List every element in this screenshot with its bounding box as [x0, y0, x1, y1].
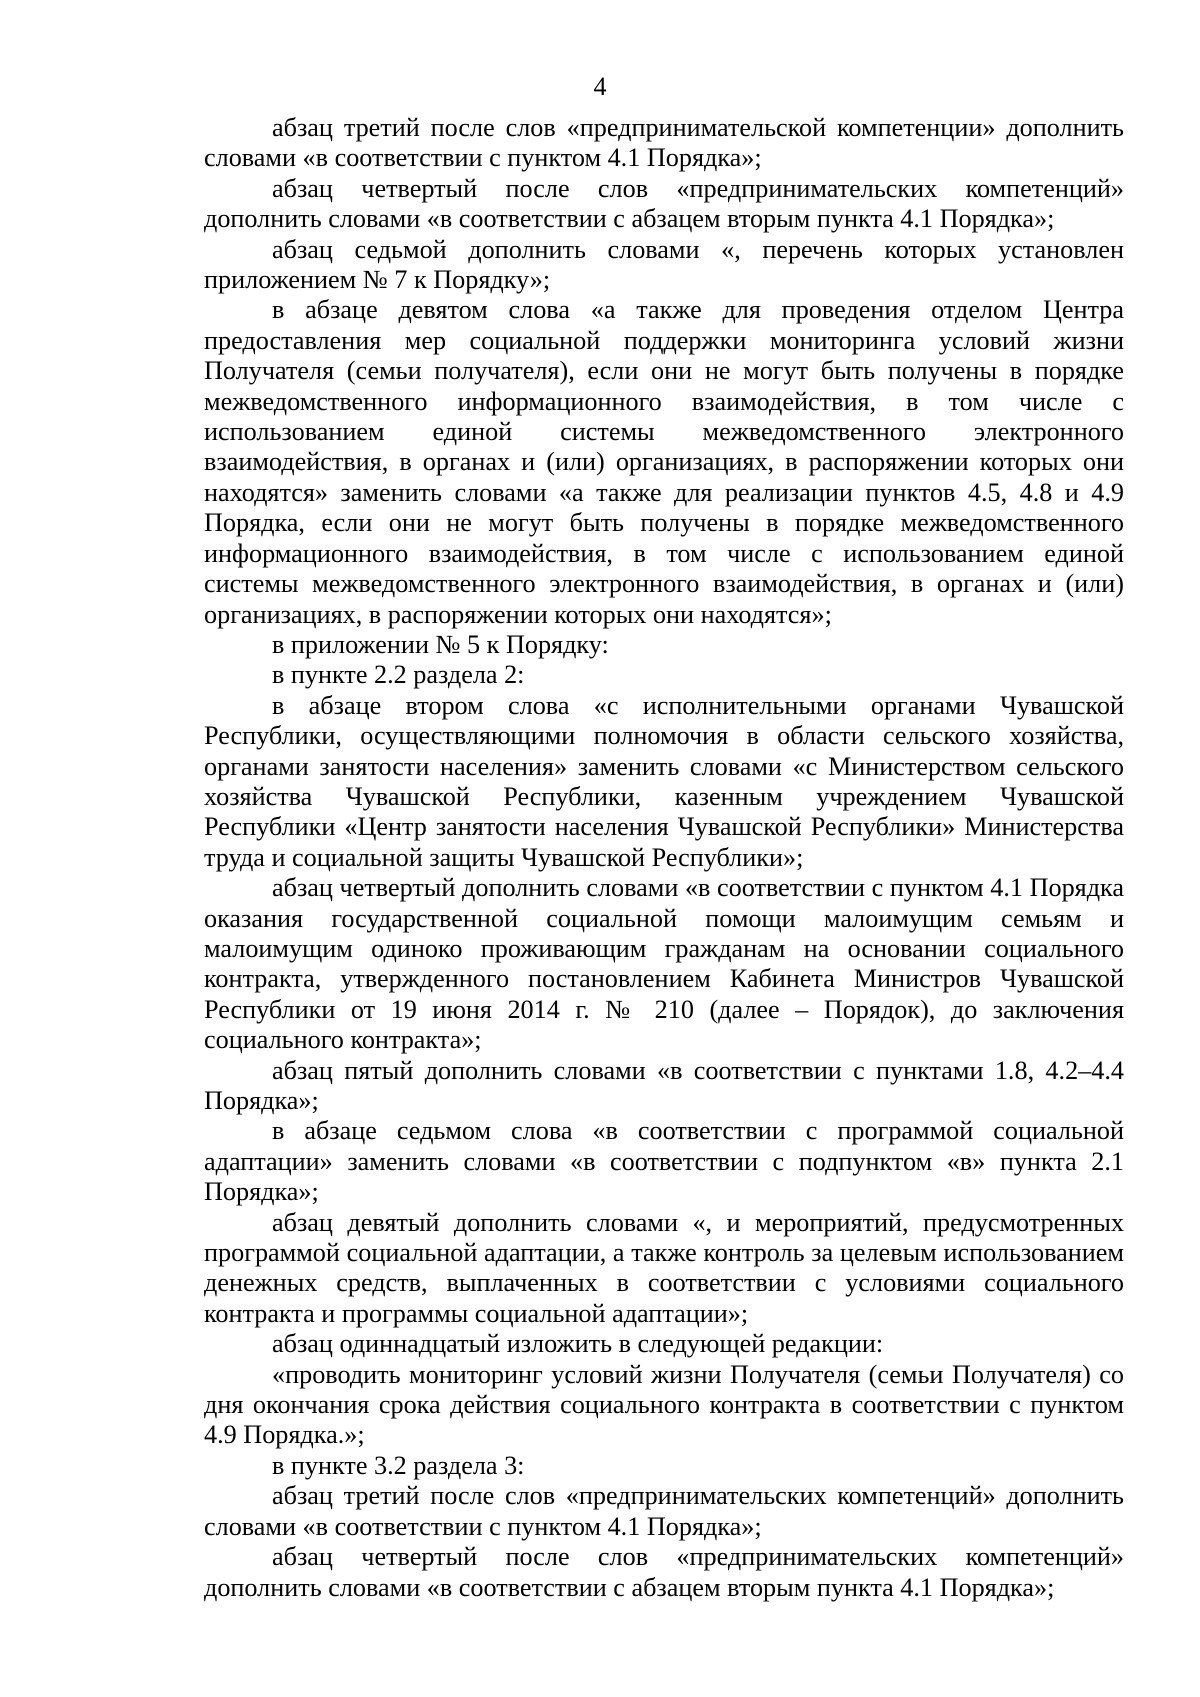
- paragraph: абзац четвертый после слов «предпринимательских компетенций» дополнить словами «в соответствии с абзацем вторым пункта 4.1 Порядка»;: [204, 1542, 1124, 1602]
- paragraph: в абзаце девятом слова «а также для проведения отделом Центра предоставления мер социальной поддержки мониторинга условий жизни Получателя (семьи получателя), если они не могут быть получены в порядке межведомственного информационного взаимодействия, в том числе с использованием единой системы межведомственного электронного взаимодействия, в органах и (или) организациях, в распоряжении которых они находятся» заменить словами «а также для реализации пунктов 4.5, 4.8 и 4.9 Порядка, если они не могут быть получены в порядке межведомственного информационного взаимодействия, в том числе с использованием единой системы межведомственного электронного взаимодействия, в органах и (или) организациях, в распоряжении которых они находятся»;: [204, 295, 1124, 629]
- paragraph: абзац третий после слов «предпринимательской компетенции» дополнить словами «в соответствии с пунктом 4.1 Порядка»;: [204, 113, 1124, 173]
- paragraph: абзац четвертый дополнить словами «в соответствии с пунктом 4.1 Порядка оказания государственной социальной помощи малоимущим семьям и малоимущим одиноко проживающим гражданам на основании социального контракта, утвержденного постановлением Кабинета Министров Чувашской Республики от 19 июня 2014 г. № 210 (далее – Порядок), до заключения социального контракта»;: [204, 873, 1124, 1055]
- paragraph: в приложении № 5 к Порядку:: [272, 629, 609, 659]
- paragraph: в пункте 2.2 раздела 2:: [272, 660, 525, 690]
- paragraph: абзац седьмой дополнить словами «, перечень которых установлен приложением № 7 к Порядку»;: [204, 234, 1124, 295]
- page-number: 4: [593, 72, 607, 101]
- paragraph: абзац четвертый после слов «предпринимательских компетенций» дополнить словами «в соответствии с абзацем вторым пункта 4.1 Порядка»;: [204, 173, 1124, 234]
- paragraph: абзац одиннадцатый изложить в следующей редакции:: [272, 1329, 884, 1359]
- paragraph: «проводить мониторинг условий жизни Получателя (семьи Получателя) со дня окончания срока действия социального контракта в соответствии с пунктом 4.9 Порядка.»;: [204, 1359, 1124, 1450]
- paragraph: в абзаце седьмом слова «в соответствии с программой социальной адаптации» заменить словами «в соответствии с подпунктом «в» пункта 2.1 Порядка»;: [204, 1116, 1124, 1207]
- paragraph: абзац пятый дополнить словами «в соответствии с пунктами 1.8, 4.2–4.4 Порядка»;: [204, 1055, 1124, 1115]
- paragraph: абзац третий после слов «предпринимательских компетенций» дополнить словами «в соответствии с пунктом 4.1 Порядка»;: [204, 1481, 1124, 1541]
- paragraph: в абзаце втором слова «с исполнительными органами Чувашской Республики, осуществляющими полномочия в области сельского хозяйства, органами занятости населения» заменить словами «с Министерством сельского хозяйства Чувашской Республики, казенным учреждением Чувашской Республики «Центр занятости населения Чувашской Республики» Министерства труда и социальной защиты Чувашской Республики»;: [204, 690, 1124, 872]
- paragraph: абзац девятый дополнить словами «, и мероприятий, предусмотренных программой социальной адаптации, а также контроль за целевым использованием денежных средств, выплаченных в соответствии с условиями социального контракта и программы социальной адаптации»;: [204, 1207, 1124, 1328]
- paragraph: в пункте 3.2 раздела 3:: [272, 1450, 525, 1480]
- document-body: [204, 113, 1124, 1603]
